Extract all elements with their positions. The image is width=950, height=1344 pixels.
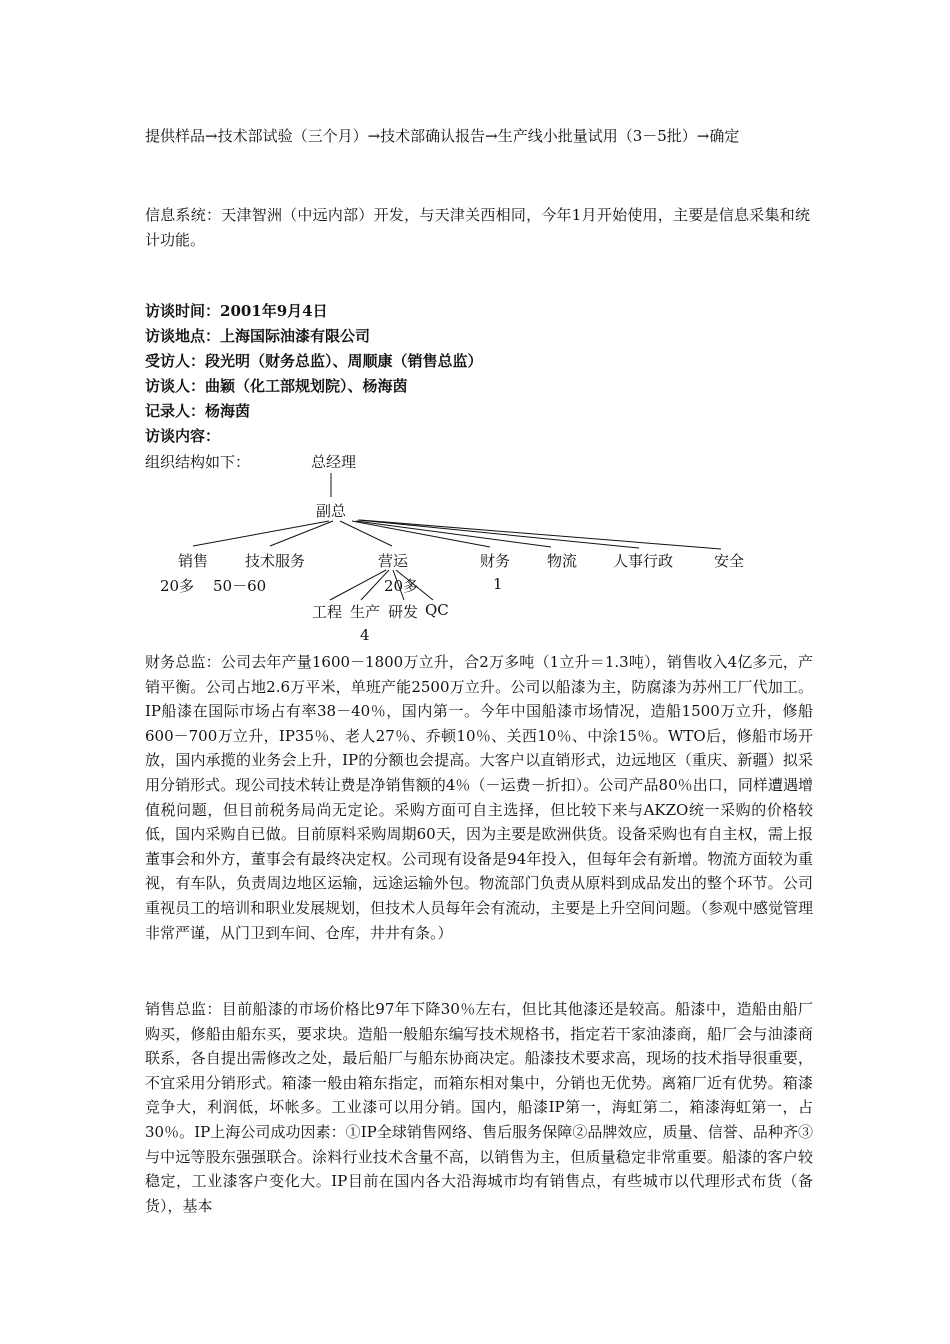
recorder: 记录人：杨海茵 xyxy=(145,402,251,420)
org-general-manager: 总经理 xyxy=(311,453,357,471)
interviewers: 访谈人：曲颖（化工部规划院）、杨海茵 xyxy=(145,377,408,395)
paragraph-finance-director: 财务总监：公司去年产量1600－1800万立升，合2万多吨（1立升＝1.3吨），销售收入4亿多元，产销平衡。公司占地2.6万平米，单班产能2500万立升。公司以船漆为主，防腐漆为苏州工厂代加工。IP船漆在国际市场占有率38－40％，国内第一。今年中国船漆市场情况，造船1500万立升，修船600－700万立升，IP35％、老人27％、乔顿10％、关西10％、中涂15％。WTO后，修船市场开放，国内承揽的业务会上升，IP的分额也会提高。大客户以直销形式，边远地区（重庆、新疆）拟采用分销形式。现公司技术转让费是净销售额的4％（－运费－折扣）。公司产品80％出口，同样遭遇增值税问题，但目前税务局尚无定论。采购方面可自主选择，但比较下来与AKZO统一采购的价格较低，国内采购自已做。目前原料采购周期60天，因为主要是欧洲供货。设备采购也有自主权，需上报董事会和外方，董事会有最终决定权。公司现有设备是94年投入，但每年会有新增。物流方面较为重视，有车队，负责周边地区运输，远途运输外包。物流部门负责从原料到成品发出的整个环节。公司重视员工的培训和职业发展规划，但技术人员每年会有流动，主要是上升空间问题。（参观中感觉管理非常严谨，从门卫到车间、仓库，井井有条。） xyxy=(145,653,813,942)
dept-sales: 销售 xyxy=(178,552,209,570)
ops-sub-qc: QC xyxy=(425,601,449,619)
org-intro: 组织结构如下： xyxy=(145,453,251,471)
dept-operations: 营运 xyxy=(378,552,409,570)
line-ops-engineering xyxy=(330,570,386,600)
interview-place: 访谈地点：上海国际油漆有限公司 xyxy=(145,327,371,345)
paragraph-process: 提供样品→技术部试验（三个月）→技术部确认报告→生产线小批量试用（3－5批）→确定 xyxy=(145,127,740,145)
line-to-hr xyxy=(358,520,639,548)
dept-hr-admin: 人事行政 xyxy=(613,552,674,570)
count-ops: 20多 xyxy=(384,577,419,595)
ops-sub-count: 4 xyxy=(360,626,370,644)
org-deputy: 副总 xyxy=(316,502,347,520)
ops-sub-production: 生产 xyxy=(350,603,381,621)
dept-safety: 安全 xyxy=(714,552,745,570)
ops-sub-engineering: 工程 xyxy=(312,603,343,621)
count-sales: 20多 xyxy=(160,577,195,595)
line-to-safety xyxy=(360,520,721,549)
ops-sub-rnd: 研发 xyxy=(388,603,419,621)
interviewees: 受访人：段光明（财务总监）、周顺康（销售总监） xyxy=(145,352,483,370)
dept-finance: 财务 xyxy=(480,552,511,570)
dept-tech-service: 技术服务 xyxy=(245,552,306,570)
count-finance: 1 xyxy=(493,575,503,593)
dept-logistics: 物流 xyxy=(547,552,578,570)
line-to-tech xyxy=(270,521,333,546)
content-label: 访谈内容： xyxy=(145,427,221,445)
interview-time: 访谈时间：2001年9月4日 xyxy=(145,302,328,320)
count-tech: 50－60 xyxy=(213,577,267,595)
paragraph-sales-director: 销售总监：目前船漆的市场价格比97年下降30％左右，但比其他漆还是较高。船漆中，造船由船厂购买，修船由船东买，要求块。造船一般船东编写技术规格书，指定若干家油漆商，船厂会与油漆商联系，各自提出需修改之处，最后船厂与船东协商决定。船漆技术要求高，现场的技术指导很重要，不宜采用分销形式。箱漆一般由箱东指定，而箱东相对集中，分销也无优势。离箱厂近有优势。箱漆竞争大，利润低，坏帐多。工业漆可以用分销。国内，船漆IP第一，海虹第二，箱漆海虹第一，占30％。IP上海公司成功因素：①IP全球销售网络、售后服务保障②品牌效应，质量、信誉、品种齐③与中远等股东强强联合。涂料行业技术含量不高，以销售为主，但质量稳定非常重要。船漆的客户较稳定，工业漆客户变化大。IP目前在国内各大沿海城市均有销售点，有些城市以代理形式布货（备货），基本 xyxy=(145,1000,813,1215)
paragraph-info-system: 信息系统：天津智洲（中远内部）开发，与天津关西相同，今年1月开始使用，主要是信息采集和统计功能。 xyxy=(145,206,810,249)
line-to-sales xyxy=(193,521,329,546)
